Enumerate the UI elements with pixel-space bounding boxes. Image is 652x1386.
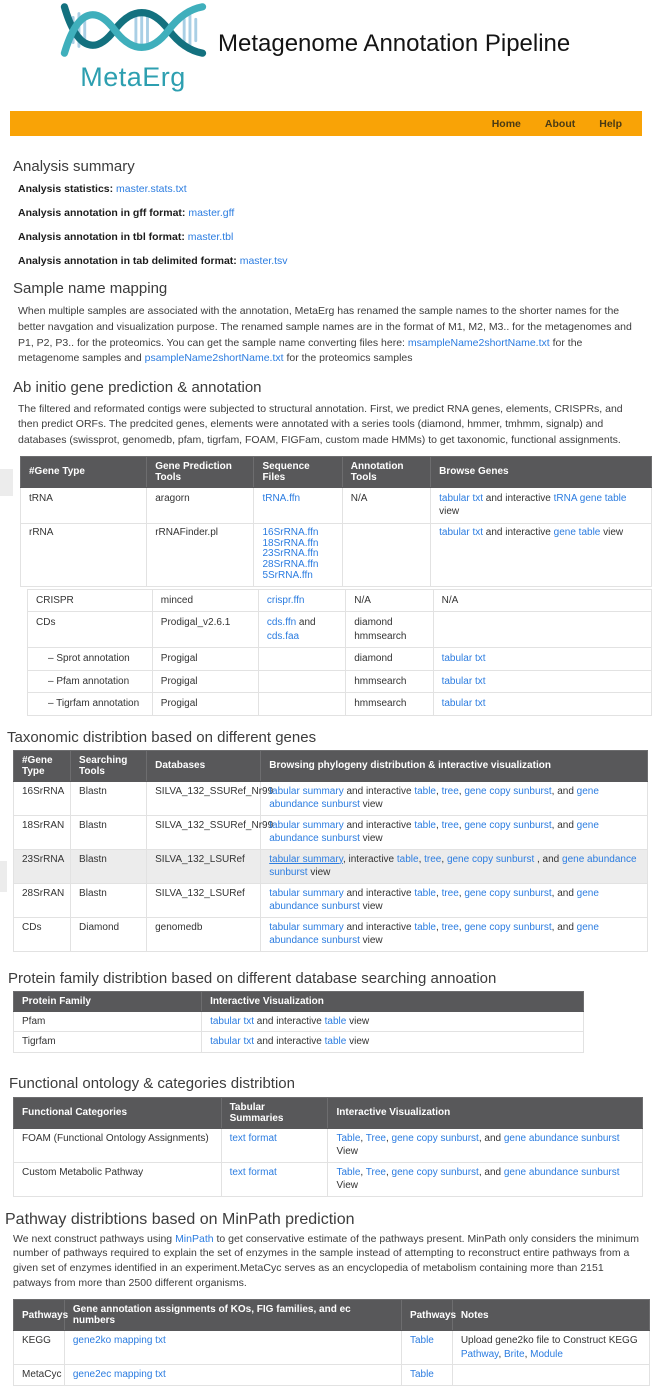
table-row	[28, 612, 652, 648]
link[interactable]: tabular summary	[269, 785, 344, 797]
link[interactable]: tabular summary	[269, 853, 343, 865]
link[interactable]: Tree	[365, 1132, 386, 1144]
table-cell: CDs	[14, 917, 71, 951]
table-cell: tabular txt and interactive gene table view	[431, 523, 652, 586]
link[interactable]: tabular txt	[441, 653, 486, 665]
link[interactable]: Tree	[365, 1166, 386, 1178]
ab-initio-text: The filtered and reformated contigs were subjected to structural annotation. First, we predict RNA genes, elements, CRISPRs, and then predict ORFs. The predcited genes, elements were annotated with a series tools (diamond, hmmer, tmhmm, signalp) and databases (swissprot, genomedb, pfam, tigrfam, FOAM, FIGFam, custom made HMMs) to get taxonomic, functional assignments.	[18, 403, 623, 446]
table-cell: Blastn	[71, 883, 147, 917]
table-cell: Table, Tree, gene copy sunburst, and gene abundance sunburst View	[328, 1128, 643, 1162]
table-cell: KEGG	[14, 1331, 65, 1365]
table-cell: diamond	[346, 648, 433, 671]
link[interactable]: gene copy sunburst	[446, 853, 535, 865]
table-cell: genomedb	[147, 917, 261, 951]
table-cell	[64, 1331, 401, 1365]
dna-helix-icon	[59, 2, 207, 58]
analysis-stat-item: Analysis statistics: master.stats.txt	[18, 183, 187, 195]
table-cell	[433, 612, 651, 648]
table-cell	[452, 1365, 649, 1386]
link[interactable]: tabular txt	[441, 675, 486, 687]
table-cell: Tigrfam	[14, 1032, 202, 1053]
link[interactable]: table	[414, 921, 436, 933]
column-header: Gene annotation assignments of KOs, FIG families, and ec numbers	[64, 1300, 401, 1331]
column-header: Protein Family	[14, 991, 202, 1011]
section-heading-sample-name-mapping: Sample name mapping	[13, 280, 168, 298]
link[interactable]: 18SrRNA.ffn	[262, 537, 319, 549]
column-header: Searching Tools	[71, 750, 147, 781]
link[interactable]: cds.faa	[266, 630, 300, 642]
link[interactable]: text format	[229, 1132, 277, 1144]
link[interactable]: gene abundance sunburst	[269, 785, 599, 811]
table-cell	[221, 1162, 328, 1196]
link[interactable]: tRNA gene table	[553, 492, 627, 504]
table-row	[14, 1011, 584, 1032]
link[interactable]: gene abundance sunburst	[503, 1166, 620, 1178]
table-cell: – Sprot annotation	[28, 648, 153, 671]
link[interactable]: msampleName2shortName.txt	[407, 336, 550, 349]
table-cell	[401, 1365, 452, 1386]
link[interactable]: table	[324, 1036, 347, 1048]
page-title: Metagenome Annotation Pipeline	[218, 30, 571, 57]
table-cell: Blastn	[71, 781, 147, 815]
table-cell	[254, 487, 342, 523]
table-cell: rRNAFinder.pl	[147, 523, 254, 586]
table-cell: Progigal	[152, 693, 258, 716]
link[interactable]: Table	[409, 1369, 434, 1381]
table-cell: diamond hmmsearch	[346, 612, 433, 648]
link[interactable]: table	[324, 1015, 347, 1027]
section-heading-taxonomic: Taxonomic distribtion based on different genes	[7, 728, 317, 746]
table-cell: CDs	[28, 612, 153, 648]
column-header: Tabular Summaries	[221, 1097, 328, 1128]
analysis-stat-item: Analysis annotation in gff format: master.gff	[18, 207, 235, 220]
column-header: Sequence Files	[254, 456, 342, 487]
table-cell: Pfam	[14, 1011, 202, 1032]
link[interactable]: tabular summary	[269, 921, 344, 933]
link[interactable]: gene abundance sunburst	[269, 853, 637, 879]
link[interactable]: gene copy sunburst	[391, 1132, 479, 1144]
table-cell: 16SrRNA	[14, 781, 71, 815]
link[interactable]: table	[414, 887, 436, 899]
sample-name-mapping-text: When multiple samples are associated with the annotation, MetaErg has renamed the sample names to the shorter names for the better navgation and visualization purpose. The renamed sample names are in the format of M1, M2, M3.. for the metagenomes and P1, P2, P3.. for the proteomics. You can get the sample name converting files here: msampleName2shortName.txt for the metagenome samples and psampleName2shortName.txt for the proteomics samples	[18, 305, 632, 365]
link[interactable]: gene copy sunburst	[464, 921, 552, 933]
table-cell: SILVA_132_SSURef_Nr99	[147, 781, 261, 815]
table-cell: Prodigal_v2.6.1	[152, 612, 258, 648]
link[interactable]: text format	[229, 1166, 277, 1178]
link[interactable]: cds.ffn	[266, 617, 297, 629]
table-row	[14, 883, 648, 917]
link[interactable]: tree	[441, 785, 459, 797]
analysis-stat-item: Analysis annotation in tab delimited format: master.tsv	[18, 255, 288, 268]
link[interactable]: table	[396, 853, 419, 865]
column-header: Pathways	[14, 1300, 65, 1331]
link-master-stats[interactable]: master.stats.txt	[116, 183, 187, 195]
table-cell	[258, 648, 345, 671]
table-cell: Blastn	[71, 815, 147, 849]
link[interactable]: tabular summary	[269, 819, 344, 831]
link[interactable]: Table	[409, 1335, 434, 1347]
link[interactable]: gene copy sunburst	[391, 1166, 479, 1178]
column-header: Pathways	[401, 1300, 452, 1331]
nav-about[interactable]: About	[544, 117, 576, 130]
table-row	[28, 693, 652, 716]
link[interactable]: gene abundance sunburst	[269, 819, 599, 845]
link[interactable]: table	[414, 819, 436, 831]
pathway-table	[13, 1299, 650, 1386]
table-cell: SILVA_132_SSURef_Nr99	[147, 815, 261, 849]
table-cell: Table, Tree, gene copy sunburst, and gene abundance sunburst View	[328, 1162, 643, 1196]
pathway-text: We next construct pathways using MinPath to get conservative estimate of the pathways present. MinPath only considers the minimum number of pathways required to explain the set of enzymes in the sample instead of attempting to reconstruct entire pathways from a given set of enzymes identified in an experiment.MetaCyc serves as an encyclopedia of metabolism containing more than 2151 patways from more than 2500 different organisms.	[13, 1232, 640, 1289]
link[interactable]: tabular summary	[269, 887, 344, 899]
table-cell	[342, 523, 430, 586]
table-row	[14, 1331, 650, 1365]
column-header: Browsing phylogeny distribution & interactive visualization	[261, 750, 648, 781]
link[interactable]: gene2ko mapping txt	[72, 1335, 166, 1347]
link[interactable]: 28SrRNA.ffn	[262, 559, 319, 571]
section-heading-protein-family: Protein family distribtion based on different database searching annoation	[8, 969, 497, 987]
table-row	[21, 523, 652, 586]
link-master-tbl[interactable]: master.tbl	[187, 231, 234, 244]
table-cell: minced	[152, 589, 258, 612]
column-header: Gene Prediction Tools	[147, 456, 254, 487]
column-header: Notes	[452, 1300, 649, 1331]
link[interactable]: gene table	[553, 526, 601, 538]
section-heading-functional-ontology: Functional ontology & categories distribtion	[9, 1074, 295, 1092]
table-row	[28, 648, 652, 671]
link[interactable]: tabular txt	[441, 698, 486, 710]
link[interactable]: MinPath	[175, 1232, 214, 1245]
analysis-summary-list	[0, 184, 652, 267]
link[interactable]: Table	[336, 1132, 361, 1144]
table-cell: tabular summary and interactive table, tree, gene copy sunburst, and gene abundance sunburst view	[261, 917, 648, 951]
table-cell: Upload gene2ko file to Construct KEGG Pathway, Brite, Module	[452, 1331, 649, 1365]
link[interactable]: tabular txt	[439, 492, 484, 504]
table-cell: tabular summary and interactive table, tree, gene copy sunburst, and gene abundance sunburst view	[261, 815, 648, 849]
table-cell: MetaCyc	[14, 1365, 65, 1386]
link[interactable]: crispr.ffn	[266, 594, 305, 606]
link-master-tsv[interactable]: master.tsv	[239, 255, 288, 268]
table-cell: Diamond	[71, 917, 147, 951]
column-header: Functional Categories	[14, 1097, 222, 1128]
analysis-stat-item: Analysis annotation in tbl format: master.tbl	[18, 231, 234, 244]
table-cell: hmmsearch	[346, 670, 433, 693]
link[interactable]: 5SrRNA.ffn	[262, 569, 313, 581]
column-header: Interactive Visualization	[328, 1097, 643, 1128]
table-cell	[258, 693, 345, 716]
table-cell: tabular txt and interactive table view	[202, 1011, 584, 1032]
link[interactable]: gene copy sunburst	[464, 887, 552, 899]
link[interactable]: 16SrRNA.ffn	[262, 526, 319, 538]
table-cell	[258, 670, 345, 693]
table-cell: tabular txt and interactive tRNA gene table view	[431, 487, 652, 523]
table-cell: aragorn	[147, 487, 254, 523]
table-row	[14, 849, 648, 883]
table-cell: N/A	[342, 487, 430, 523]
table-cell: 18SrRAN	[14, 815, 71, 849]
column-header: Annotation Tools	[342, 456, 430, 487]
table-cell	[433, 648, 651, 671]
table-cell: 28SrRAN	[14, 883, 71, 917]
table-cell: – Pfam annotation	[28, 670, 153, 693]
link[interactable]: 23SrRNA.ffn	[262, 548, 319, 560]
link[interactable]: tabular txt	[210, 1015, 255, 1027]
table-cell: Blastn	[71, 849, 147, 883]
link[interactable]: table	[414, 785, 436, 797]
table-row	[14, 1365, 650, 1386]
table-cell: cds.ffn and cds.faa	[258, 612, 345, 648]
logo-text: MetaErg	[80, 62, 186, 92]
table-cell: tabular summary and interactive table, tree, gene copy sunburst, and gene abundance sunburst view	[261, 781, 648, 815]
link[interactable]: gene copy sunburst	[464, 785, 552, 797]
table-cell	[64, 1365, 401, 1386]
table-row	[14, 917, 648, 951]
column-header: #Gene Type	[21, 456, 147, 487]
table-row	[28, 589, 652, 612]
table-cell	[221, 1128, 328, 1162]
link[interactable]: tree	[424, 853, 442, 865]
nav-home[interactable]: Home	[491, 117, 521, 130]
table-cell: N/A	[433, 589, 651, 612]
edge-artifact	[0, 861, 7, 892]
nav-help[interactable]: Help	[599, 117, 622, 130]
table-cell: rRNA	[21, 523, 147, 586]
link[interactable]: gene copy sunburst	[464, 819, 552, 831]
edge-artifact	[0, 469, 13, 496]
link[interactable]: tabular txt	[210, 1036, 255, 1048]
column-header: #Gene Type	[14, 750, 71, 781]
table-cell	[433, 693, 651, 716]
table-cell	[433, 670, 651, 693]
table-row	[14, 1162, 643, 1196]
link[interactable]: gene2ec mapping txt	[72, 1369, 166, 1381]
link[interactable]: Module	[530, 1348, 563, 1360]
table-cell: SILVA_132_LSURef	[147, 849, 261, 883]
table-row	[21, 487, 652, 523]
column-header: Interactive Visualization	[202, 991, 584, 1011]
table-cell: tRNA	[21, 487, 147, 523]
link[interactable]: Table	[336, 1166, 361, 1178]
metaerg-logo	[58, 2, 208, 91]
functional-ontology-table	[13, 1097, 643, 1197]
gene-prediction-table	[20, 456, 652, 587]
table-cell	[401, 1331, 452, 1365]
table-cell: N/A	[346, 589, 433, 612]
table-cell: – Tigrfam annotation	[28, 693, 153, 716]
link[interactable]: tree	[441, 921, 459, 933]
table-cell: Progigal	[152, 648, 258, 671]
table-row	[28, 670, 652, 693]
table-cell	[258, 589, 345, 612]
link[interactable]: gene abundance sunburst	[503, 1132, 620, 1144]
column-header: Browse Genes	[431, 456, 652, 487]
table-cell: Custom Metabolic Pathway	[14, 1162, 222, 1196]
link[interactable]: psampleName2shortName.txt	[144, 352, 284, 365]
link[interactable]: tree	[441, 887, 459, 899]
table-cell: SILVA_132_LSURef	[147, 883, 261, 917]
section-heading-ab-initio: Ab initio gene prediction & annotation	[13, 379, 262, 397]
gene-prediction-subtable	[27, 589, 652, 716]
table-cell: FOAM (Functional Ontology Assignments)	[14, 1128, 222, 1162]
page-header	[0, 0, 652, 111]
table-cell: hmmsearch	[346, 693, 433, 716]
table-cell: tabular txt and interactive table view	[202, 1032, 584, 1053]
navbar	[10, 111, 642, 136]
table-cell: 23SrRNA	[14, 849, 71, 883]
table-row	[14, 781, 648, 815]
taxonomic-table	[13, 750, 648, 952]
section-heading-pathway: Pathway distribtions based on MinPath prediction	[5, 1210, 355, 1228]
link[interactable]: tRNA.ffn	[262, 492, 301, 504]
column-header: Databases	[147, 750, 261, 781]
link[interactable]: Pathway	[460, 1348, 499, 1360]
protein-family-table	[13, 991, 584, 1053]
table-cell: Progigal	[152, 670, 258, 693]
table-cell: tabular summary and interactive table, tree, gene copy sunburst, and gene abundance sunburst view	[261, 883, 648, 917]
link-master-gff[interactable]: master.gff	[188, 207, 235, 220]
table-cell: tabular summary, interactive table, tree, gene copy sunburst , and gene abundance sunburst view	[261, 849, 648, 883]
link[interactable]: Brite	[504, 1348, 525, 1360]
table-row	[14, 815, 648, 849]
link[interactable]: tree	[441, 819, 459, 831]
link[interactable]: tabular txt	[439, 526, 484, 538]
table-cell: CRISPR	[28, 589, 153, 612]
link[interactable]: gene abundance sunburst	[269, 887, 599, 913]
table-cell	[254, 523, 342, 586]
section-heading-analysis-summary: Analysis summary	[13, 158, 135, 175]
table-row	[14, 1128, 643, 1162]
link[interactable]: gene abundance sunburst	[269, 921, 599, 947]
